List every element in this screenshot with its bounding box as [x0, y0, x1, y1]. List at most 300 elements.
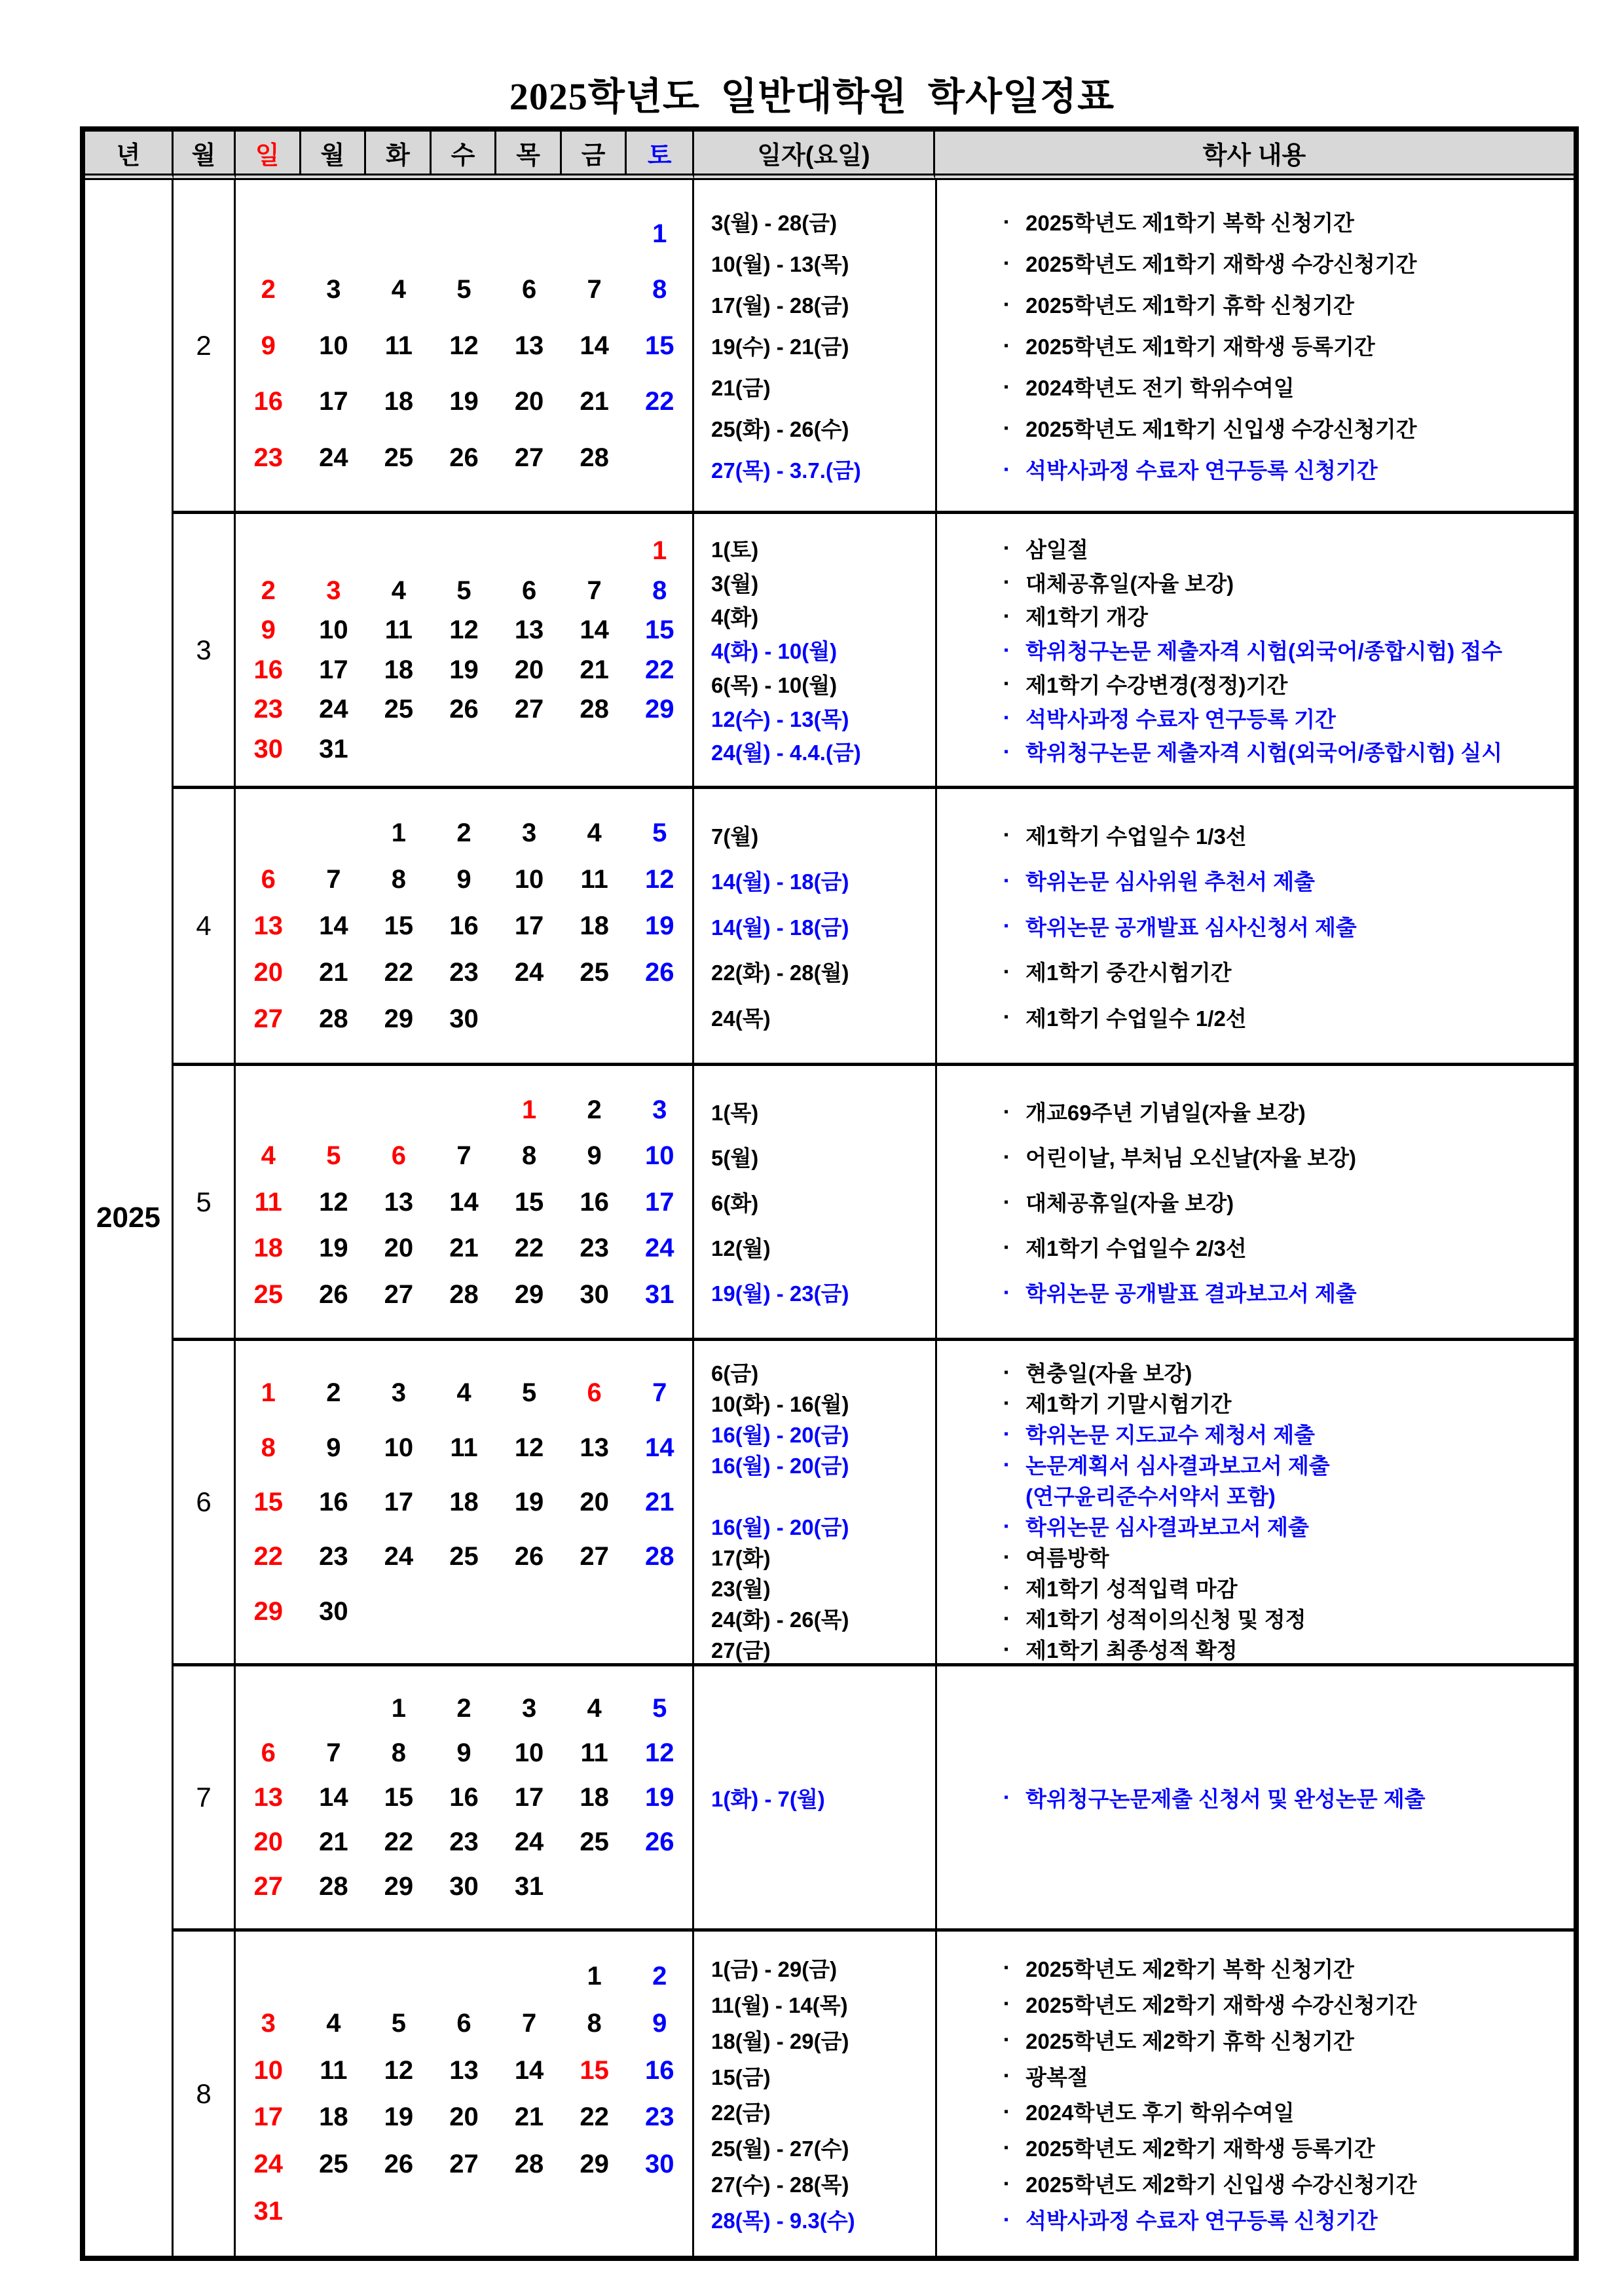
calendar-day: 10 — [514, 865, 544, 894]
calendar-day: 15 — [384, 911, 414, 940]
calendar-weeks — [236, 180, 692, 511]
event-label: 제1학기 성적이의신청 및 정정 — [1025, 1607, 1306, 1632]
calendar-day: 15 — [253, 1487, 284, 1516]
event-line — [694, 669, 1574, 699]
calendar-day: 4 — [391, 275, 407, 304]
month-events-month-8 — [694, 1932, 1574, 2256]
event-line — [694, 1953, 1574, 1983]
calendar-day: 17 — [253, 2102, 284, 2132]
event-label: 제1학기 수업일수 2/3선 — [1025, 1236, 1247, 1260]
event-label: 현충일(자율 보강) — [1025, 1361, 1192, 1386]
calendar-week-2 — [236, 866, 692, 892]
calendar-day: 1 — [521, 1095, 537, 1124]
event-date: 1(화) - 7(월) — [711, 1786, 825, 1811]
calendar-day: 18 — [449, 1487, 479, 1516]
calendar-day: 2 — [326, 1378, 341, 1408]
event-line — [694, 703, 1574, 733]
calendar-day: 14 — [644, 1433, 674, 1462]
event-bullet-icon: ▪ — [1004, 1457, 1009, 1472]
event-bullet-icon: ▪ — [1004, 2104, 1009, 2119]
event-label: 2025학년도 제1학기 복학 신청기간 — [1025, 211, 1354, 235]
event-label: 어린이날, 부처님 오신날(자율 보강) — [1025, 1146, 1357, 1170]
date-content-divider — [935, 1932, 937, 2256]
calendar-day: 4 — [391, 576, 407, 605]
calendar-week-6 — [236, 2198, 692, 2224]
calendar-day: 13 — [580, 1433, 609, 1462]
calendar-day — [301, 1695, 367, 1721]
event-text — [937, 2096, 1574, 2127]
calendar-week-4 — [236, 657, 692, 683]
calendar-day: 5 — [652, 1694, 667, 1723]
event-label: 제1학기 수업일수 1/2선 — [1025, 1006, 1247, 1031]
event-text — [937, 289, 1574, 320]
calendar-day: 1 — [652, 219, 667, 248]
event-bullet-icon: ▪ — [1004, 1365, 1009, 1380]
calendar-day: 21 — [644, 1487, 674, 1516]
calendar-day: 24 — [253, 2150, 284, 2179]
calendar-day — [236, 1097, 301, 1123]
calendar-day: 1 — [391, 1694, 407, 1723]
calendar-day: 22 — [644, 655, 674, 684]
event-date: 25(화) - 26(수) — [711, 417, 849, 441]
calendar-day: 14 — [580, 331, 609, 360]
calendar-day: 17 — [514, 911, 544, 940]
event-label: 2024학년도 전기 학위수여일 — [1025, 376, 1295, 400]
event-date: 1(금) - 29(금) — [711, 1956, 838, 1981]
event-date: 3(월) - 28(금) — [711, 211, 838, 235]
event-bullet-icon: ▪ — [1004, 1426, 1009, 1441]
calendar-day: 29 — [580, 2150, 609, 2179]
month-label-5: 5 — [174, 1066, 236, 1341]
calendar-day: 8 — [587, 2008, 602, 2038]
event-line — [694, 2025, 1574, 2055]
calendar-day: 11 — [384, 615, 413, 645]
calendar-day: 5 — [456, 576, 471, 605]
event-text — [937, 703, 1574, 733]
calendar-day: 24 — [319, 695, 348, 724]
event-date: 28(목) - 9.3(수) — [711, 2209, 855, 2233]
calendar-day: 15 — [644, 615, 674, 645]
calendar-day: 25 — [449, 1542, 479, 1571]
event-lines — [694, 1341, 1574, 1663]
calendar-weeks — [236, 514, 692, 786]
event-line — [694, 289, 1574, 320]
calendar-day: 7 — [326, 1738, 341, 1767]
month-label-3: 3 — [174, 514, 236, 789]
event-line — [694, 1418, 1574, 1449]
event-text — [937, 2061, 1574, 2091]
calendar-day: 2 — [587, 1095, 602, 1124]
mini-calendar-month-4 — [236, 789, 694, 1066]
calendar-day: 29 — [384, 1004, 414, 1033]
calendar-day: 4 — [587, 1694, 602, 1723]
event-line — [694, 1511, 1574, 1541]
calendar-day — [562, 736, 627, 762]
calendar-day: 23 — [449, 958, 479, 987]
event-date: 1(목) — [711, 1101, 759, 1125]
calendar-day — [301, 820, 367, 846]
academic-calendar-table — [80, 126, 1579, 2261]
calendar-day: 20 — [384, 1234, 414, 1262]
mini-calendar-month-6 — [236, 1341, 694, 1666]
event-line — [694, 206, 1574, 237]
calendar-day: 20 — [580, 1487, 609, 1516]
calendar-day: 18 — [384, 387, 414, 416]
calendar-week-1 — [236, 1695, 692, 1721]
calendar-day: 1 — [652, 536, 667, 566]
calendar-day: 6 — [456, 2008, 471, 2038]
calendar-week-1 — [236, 538, 692, 564]
calendar-day: 11 — [450, 1433, 478, 1462]
event-line — [694, 956, 1574, 987]
calendar-day: 26 — [514, 1542, 544, 1571]
event-date: 15(금) — [711, 2065, 771, 2089]
event-bullet-icon: ▪ — [1004, 2176, 1009, 2191]
calendar-weeks — [236, 1341, 692, 1663]
calendar-day: 15 — [384, 1783, 414, 1812]
calendar-day: 9 — [587, 1141, 602, 1170]
event-label: 제1학기 중간시험기간 — [1025, 961, 1232, 985]
event-date: 25(월) - 27(수) — [711, 2137, 849, 2161]
event-label: 2025학년도 제2학기 휴학 신청기간 — [1025, 2029, 1354, 2053]
event-lines — [694, 1666, 1574, 1928]
calendar-day: 12 — [319, 1187, 348, 1217]
event-text — [937, 2168, 1574, 2199]
event-date: 7(월) — [711, 824, 759, 849]
calendar-day: 1 — [261, 1378, 276, 1408]
calendar-day: 28 — [449, 1279, 479, 1309]
event-text — [937, 1232, 1574, 1262]
calendar-day: 21 — [319, 1827, 348, 1856]
calendar-day: 7 — [587, 576, 602, 605]
calendar-day: 25 — [253, 1279, 284, 1309]
calendar-day: 14 — [319, 1783, 348, 1812]
calendar-day — [496, 1598, 562, 1625]
event-text — [937, 248, 1574, 278]
calendar-day: 22 — [384, 1827, 414, 1856]
event-label: 삼일절 — [1025, 537, 1088, 562]
calendar-day — [301, 1963, 367, 1989]
event-bullet-icon: ▪ — [1004, 873, 1009, 888]
calendar-day: 10 — [319, 615, 348, 645]
event-bullet-icon: ▪ — [1004, 2212, 1009, 2227]
calendar-day: 14 — [449, 1187, 479, 1217]
mini-calendar-month-7 — [236, 1666, 694, 1932]
calendar-day: 7 — [587, 275, 602, 304]
date-content-divider — [935, 1066, 937, 1338]
calendar-day: 11 — [254, 1187, 282, 1217]
calendar-day: 13 — [384, 1187, 414, 1217]
calendar-day: 2 — [456, 818, 471, 847]
event-date: 10(월) - 13(목) — [711, 252, 849, 276]
calendar-day: 10 — [384, 1433, 414, 1462]
calendar-week-3 — [236, 913, 692, 939]
event-label: 제1학기 성적입력 마감 — [1025, 1577, 1238, 1601]
calendar-day: 23 — [580, 1234, 609, 1262]
calendar-week-4 — [236, 1543, 692, 1570]
event-text — [937, 330, 1574, 361]
calendar-day: 26 — [644, 958, 674, 987]
calendar-day: 11 — [320, 2055, 348, 2085]
calendar-day: 13 — [253, 911, 284, 940]
calendar-day — [236, 1963, 301, 1989]
calendar-day: 13 — [514, 331, 544, 360]
calendar-day: 29 — [384, 1872, 414, 1901]
calendar-week-3 — [236, 1489, 692, 1515]
calendar-day: 26 — [449, 443, 479, 472]
event-text — [937, 1572, 1574, 1603]
month-events-month-5 — [694, 1066, 1574, 1341]
calendar-day: 20 — [253, 958, 284, 987]
event-date: 14(월) - 18(금) — [711, 870, 849, 894]
event-label: 2025학년도 제1학기 휴학 신청기간 — [1025, 293, 1354, 318]
event-date: 27(금) — [711, 1638, 771, 1662]
header-weekday-3: 화 — [366, 132, 432, 174]
calendar-day: 18 — [580, 911, 609, 940]
calendar-day: 21 — [514, 2102, 544, 2132]
event-label: 대체공휴일(자율 보강) — [1025, 1191, 1234, 1215]
month-label-6: 6 — [174, 1341, 236, 1666]
event-date: 24(월) - 4.4.(금) — [711, 741, 861, 765]
calendar-day: 2 — [456, 1694, 471, 1723]
event-date: 27(목) - 3.7.(금) — [711, 458, 861, 483]
event-text — [937, 736, 1574, 767]
calendar-day — [627, 1873, 692, 1900]
calendar-day — [432, 736, 497, 762]
month-label-8: 8 — [174, 1932, 236, 2256]
calendar-day: 3 — [326, 576, 341, 605]
event-line — [694, 820, 1574, 851]
event-text — [937, 206, 1574, 237]
calendar-day: 22 — [580, 2102, 609, 2132]
calendar-day: 9 — [261, 615, 276, 645]
calendar-day — [496, 1006, 562, 1032]
event-bullet-icon: ▪ — [1004, 1790, 1009, 1805]
calendar-day: 27 — [253, 1872, 284, 1901]
calendar-day — [562, 538, 627, 564]
calendar-week-1 — [236, 221, 692, 247]
event-bullet-icon: ▪ — [1004, 1285, 1009, 1300]
calendar-day — [627, 1006, 692, 1032]
calendar-day: 19 — [514, 1487, 544, 1516]
event-bullet-icon: ▪ — [1004, 1611, 1009, 1626]
event-date: 17(월) - 28(금) — [711, 293, 849, 318]
calendar-day: 7 — [652, 1378, 667, 1408]
calendar-day: 25 — [384, 443, 414, 472]
date-content-divider — [935, 180, 937, 511]
calendar-day: 31 — [319, 734, 348, 763]
header-weekday-4: 수 — [432, 132, 497, 174]
calendar-week-1 — [236, 820, 692, 846]
mini-calendar-month-2 — [236, 180, 694, 514]
month-events-month-6 — [694, 1341, 1574, 1666]
header-year-col: 년 — [85, 132, 174, 180]
header-weekday-2: 월 — [301, 132, 367, 174]
event-bullet-icon: ▪ — [1004, 1996, 1009, 2011]
event-text — [937, 911, 1574, 942]
calendar-day — [432, 1097, 497, 1123]
event-line — [694, 600, 1574, 631]
calendar-day: 20 — [449, 2102, 479, 2132]
event-line — [694, 533, 1574, 564]
event-date: 27(수) - 28(목) — [711, 2173, 849, 2197]
calendar-day: 1 — [587, 1961, 602, 1991]
event-line — [694, 1186, 1574, 1217]
calendar-day — [562, 1598, 627, 1625]
calendar-day: 29 — [253, 1596, 284, 1626]
event-line — [694, 1634, 1574, 1664]
calendar-day: 7 — [456, 1141, 471, 1170]
event-text — [937, 1449, 1574, 1480]
event-label: 석박사과정 수료자 연구등록 기간 — [1025, 707, 1336, 731]
event-date: 22(금) — [711, 2101, 771, 2125]
calendar-day — [366, 1963, 432, 1989]
calendar-day: 21 — [580, 655, 609, 684]
calendar-day: 12 — [644, 865, 674, 894]
calendar-day — [366, 1097, 432, 1123]
event-text — [937, 1002, 1574, 1033]
calendar-day: 24 — [384, 1542, 414, 1571]
event-date: 16(월) - 20(금) — [711, 1454, 849, 1478]
event-date: 3(월) — [711, 571, 759, 596]
event-date: 6(목) - 10(월) — [711, 672, 838, 697]
event-label: 2024학년도 후기 학위수여일 — [1025, 2101, 1295, 2125]
event-line — [694, 1989, 1574, 2019]
calendar-day: 17 — [514, 1783, 544, 1812]
calendar-day: 30 — [644, 2150, 674, 2179]
event-text — [937, 1096, 1574, 1127]
event-date: 5(월) — [711, 1146, 759, 1170]
event-text — [937, 1782, 1574, 1813]
calendar-week-1 — [236, 1097, 692, 1123]
event-line — [694, 865, 1574, 896]
event-line — [694, 2204, 1574, 2235]
calendar-day: 12 — [644, 1738, 674, 1767]
calendar-day: 12 — [449, 331, 479, 360]
event-label: 대체공휴일(자율 보강) — [1025, 571, 1234, 596]
event-bullet-icon: ▪ — [1004, 297, 1009, 312]
event-line — [694, 567, 1574, 598]
month-events-month-2 — [694, 180, 1574, 514]
event-lines — [694, 514, 1574, 786]
calendar-day: 20 — [514, 655, 544, 684]
calendar-weeks — [236, 1666, 692, 1928]
calendar-day: 8 — [652, 576, 667, 605]
event-bullet-icon: ▪ — [1004, 462, 1009, 477]
event-label: 제1학기 기말시험기간 — [1025, 1392, 1232, 1416]
event-bullet-icon: ▪ — [1004, 338, 1009, 353]
calendar-day: 4 — [587, 818, 602, 847]
event-line — [694, 1141, 1574, 1172]
event-text — [937, 600, 1574, 631]
calendar-week-4 — [236, 1235, 692, 1261]
calendar-day: 21 — [580, 387, 609, 416]
event-label: 광복절 — [1025, 2065, 1088, 2089]
calendar-day: 18 — [253, 1234, 284, 1262]
calendar-day: 27 — [514, 443, 544, 472]
event-bullet-icon: ▪ — [1004, 1518, 1009, 1533]
event-label: 2025학년도 제2학기 복학 신청기간 — [1025, 1956, 1354, 1981]
calendar-week-3 — [236, 617, 692, 643]
calendar-week-5 — [236, 1873, 692, 1900]
calendar-day: 16 — [253, 655, 284, 684]
event-label: 학위청구논문 제출자격 시험(외국어/종합시험) 접수 — [1025, 639, 1503, 663]
calendar-day — [366, 538, 432, 564]
calendar-day: 22 — [253, 1542, 284, 1571]
event-line — [694, 371, 1574, 402]
month-label-2: 2 — [174, 180, 236, 514]
event-label: 논문계획서 심사결과보고서 제출 — [1025, 1454, 1330, 1478]
calendar-day: 6 — [261, 865, 276, 894]
calendar-day: 16 — [253, 387, 284, 416]
calendar-day: 16 — [644, 2055, 674, 2085]
date-content-divider — [935, 1666, 937, 1928]
calendar-day: 30 — [319, 1596, 348, 1626]
event-line — [694, 736, 1574, 767]
calendar-day: 17 — [319, 387, 348, 416]
calendar-day: 14 — [514, 2055, 544, 2085]
calendar-day: 25 — [580, 1827, 609, 1856]
calendar-day — [432, 221, 497, 247]
event-date: 4(화) — [711, 605, 759, 630]
calendar-day — [366, 2198, 432, 2224]
event-date: 4(화) - 10(월) — [711, 639, 838, 663]
month-label-4: 4 — [174, 789, 236, 1066]
event-line — [694, 1096, 1574, 1127]
event-label: 제1학기 수강변경(정정)기간 — [1025, 672, 1288, 697]
calendar-day: 6 — [587, 1378, 602, 1408]
event-bullet-icon: ▪ — [1004, 420, 1009, 435]
calendar-day: 18 — [319, 2102, 348, 2132]
month-label-7: 7 — [174, 1666, 236, 1932]
event-bullet-icon: ▪ — [1004, 1395, 1009, 1410]
calendar-day: 25 — [384, 695, 414, 724]
event-line — [694, 1782, 1574, 1813]
event-text — [937, 1387, 1574, 1418]
event-text — [937, 2132, 1574, 2163]
calendar-day — [562, 2198, 627, 2224]
calendar-day: 15 — [580, 2055, 609, 2085]
event-label: 제1학기 최종성적 확정 — [1025, 1638, 1238, 1662]
event-date: 16(월) - 20(금) — [711, 1423, 849, 1447]
event-text — [937, 1357, 1574, 1387]
event-text — [937, 1603, 1574, 1634]
calendar-weeks — [236, 1932, 692, 2256]
calendar-day — [432, 2198, 497, 2224]
calendar-day — [366, 1598, 432, 1625]
event-text — [937, 1511, 1574, 1541]
event-label: 석박사과정 수료자 연구등록 신청기간 — [1025, 2209, 1378, 2233]
event-text — [937, 454, 1574, 485]
event-label: 학위논문 지도교수 제청서 제출 — [1025, 1423, 1316, 1447]
calendar-day: 19 — [449, 387, 479, 416]
calendar-day: 24 — [319, 443, 348, 472]
event-label: 학위논문 공개발표 심사신청서 제출 — [1025, 915, 1357, 940]
calendar-day: 10 — [253, 2055, 284, 2085]
calendar-day: 25 — [319, 2150, 348, 2179]
event-bullet-icon: ▪ — [1004, 1194, 1009, 1209]
calendar-week-4 — [236, 2104, 692, 2130]
calendar-day: 27 — [253, 1004, 284, 1033]
event-label: 2025학년도 제2학기 신입생 수강신청기간 — [1025, 2173, 1417, 2197]
month-events-month-7 — [694, 1666, 1574, 1932]
date-content-divider — [935, 789, 937, 1063]
calendar-day: 6 — [261, 1738, 276, 1767]
calendar-week-3 — [236, 2057, 692, 2084]
calendar-day — [432, 538, 497, 564]
event-bullet-icon: ▪ — [1004, 255, 1009, 270]
mini-calendar-month-8 — [236, 1932, 694, 2256]
